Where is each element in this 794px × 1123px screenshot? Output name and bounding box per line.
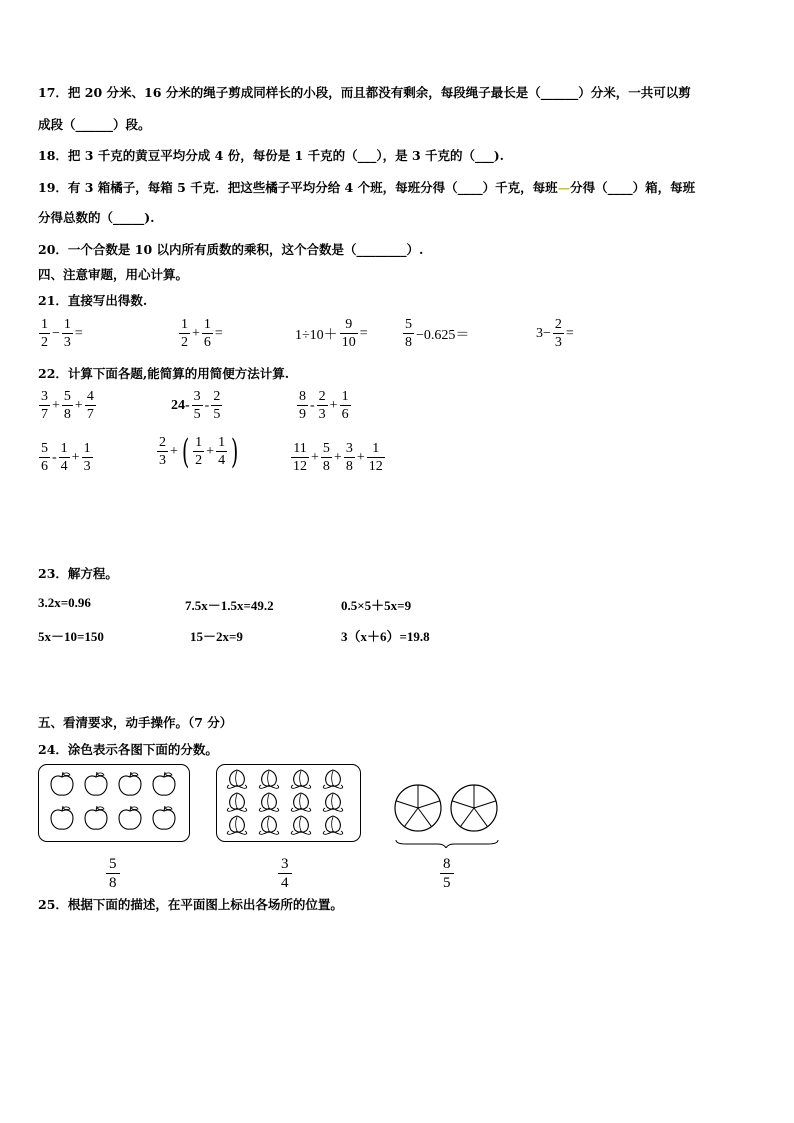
section-5-heading: 五、看清要求，动手操作。（7 分） <box>38 715 233 730</box>
question-23-title: 23．解方程。 <box>38 566 118 581</box>
question-24-title: 24．涂色表示各图下面的分数。 <box>38 742 218 757</box>
q21-expr-3: 1÷10＋ $\frac{9}{10}$ = <box>295 317 368 350</box>
peach-group <box>216 764 361 842</box>
equation-4: 5x－10=150 <box>38 629 104 644</box>
peach-icon <box>291 770 310 788</box>
circle-pie-icon <box>451 785 497 831</box>
q21-expr-4: $\frac{5}{8}$ −0.625＝ <box>405 317 470 350</box>
brace-icon <box>396 840 498 848</box>
q21-expr-2: $\frac{1}{2}$ + $\frac{1}{6}$ = <box>181 317 223 350</box>
apple-group <box>38 764 190 842</box>
peach-icon <box>259 816 278 834</box>
q22-expr-4: $\frac{5}{6}$ - $\frac{1}{4}$ + $\frac{1}{3}$ <box>41 441 91 474</box>
section-4-heading: 四、注意审题，用心计算。 <box>38 267 189 282</box>
peach-icon <box>291 793 310 811</box>
label-peach-fraction: $\frac{3}{4}$ <box>278 855 292 892</box>
question-19-part-b: 分得（____）箱，每班 <box>570 180 696 195</box>
question-19-part-a: 19．有 3 箱橘子，每箱 5 千克．把这些橘子平均分给 4 个班，每班分得（____）千克，每班 <box>38 180 558 195</box>
question-19-line-1 <box>38 178 695 196</box>
apple-icon <box>85 806 107 829</box>
equation-6: 3（x＋6）=19.8 <box>341 629 430 644</box>
question-20: 20．一个合数是 10 以内所有质数的乘积，这个合数是（________）. <box>38 242 424 257</box>
peach-icon <box>323 793 342 811</box>
label-circle-fraction: $\frac{8}{5}$ <box>440 855 454 892</box>
apple-icon <box>119 772 141 795</box>
peach-icon <box>227 770 246 788</box>
peach-icon <box>291 816 310 834</box>
question-17-line-1: 17．把 20 分米、16 分米的绳子剪成同样长的小段，而且都没有剩余，每段绳子最长是（______）分米，一共可以剪 <box>38 85 691 100</box>
peach-icon <box>323 770 342 788</box>
peach-icon <box>259 793 278 811</box>
answer-dash: — <box>557 180 571 195</box>
equation-1: 3.2x=0.96 <box>38 595 91 610</box>
q22-expr-5: $\frac{2}{3}$ + ( $\frac{1}{2}$ + $\frac{1}{4}$ ) <box>159 431 239 472</box>
equation-5: 15－2x=9 <box>190 629 243 644</box>
q22-expr-6: $\frac{11}{12}$ + $\frac{5}{8}$ + $\frac{3}{8}$ + $\frac{1}{12}$ <box>293 441 383 474</box>
label-apple-fraction: $\frac{5}{8}$ <box>106 855 120 892</box>
q22-expr-3: $\frac{8}{9}$ - $\frac{2}{3}$ + $\frac{1}{6}$ <box>299 389 349 422</box>
peach-icon <box>259 770 278 788</box>
q21-expr-5: 3− $\frac{2}{3}$ = <box>536 317 574 350</box>
apple-icon <box>85 772 107 795</box>
question-25: 25．根据下面的描述，在平面图上标出各场所的位置。 <box>38 897 343 912</box>
apple-icon <box>153 772 175 795</box>
equation-3: 0.5×5＋5x=9 <box>341 598 412 613</box>
apple-icon <box>119 806 141 829</box>
q22-expr-2: 24- $\frac{3}{5}$ - $\frac{2}{5}$ <box>171 389 221 422</box>
question-22-title: 22．计算下面各题,能简算的用简便方法计算. <box>38 366 290 381</box>
peach-icon <box>323 816 342 834</box>
question-21-title: 21．直接写出得数. <box>38 293 148 308</box>
question-17-line-2: 成段（______）段。 <box>38 117 151 132</box>
peach-icon <box>227 816 246 834</box>
apple-icon <box>51 772 73 795</box>
question-18: 18．把 3 千克的黄豆平均分成 4 份，每份是 1 千克的（___），是 3 千克的（___). <box>38 148 505 163</box>
q22-expr-1: $\frac{3}{7}$ + $\frac{5}{8}$ + $\frac{4}{7}$ <box>41 389 94 422</box>
q21-expr-1: $\frac{1}{2}$ − $\frac{1}{3}$ = <box>41 317 83 350</box>
apple-icon <box>51 806 73 829</box>
equation-2: 7.5x－1.5x=49.2 <box>185 598 274 613</box>
peach-icon <box>227 793 246 811</box>
question-19-line-2: 分得总数的（_____). <box>38 210 155 225</box>
apple-icon <box>153 806 175 829</box>
circle-pie-icon <box>395 785 441 831</box>
circle-pie-group <box>392 780 502 848</box>
